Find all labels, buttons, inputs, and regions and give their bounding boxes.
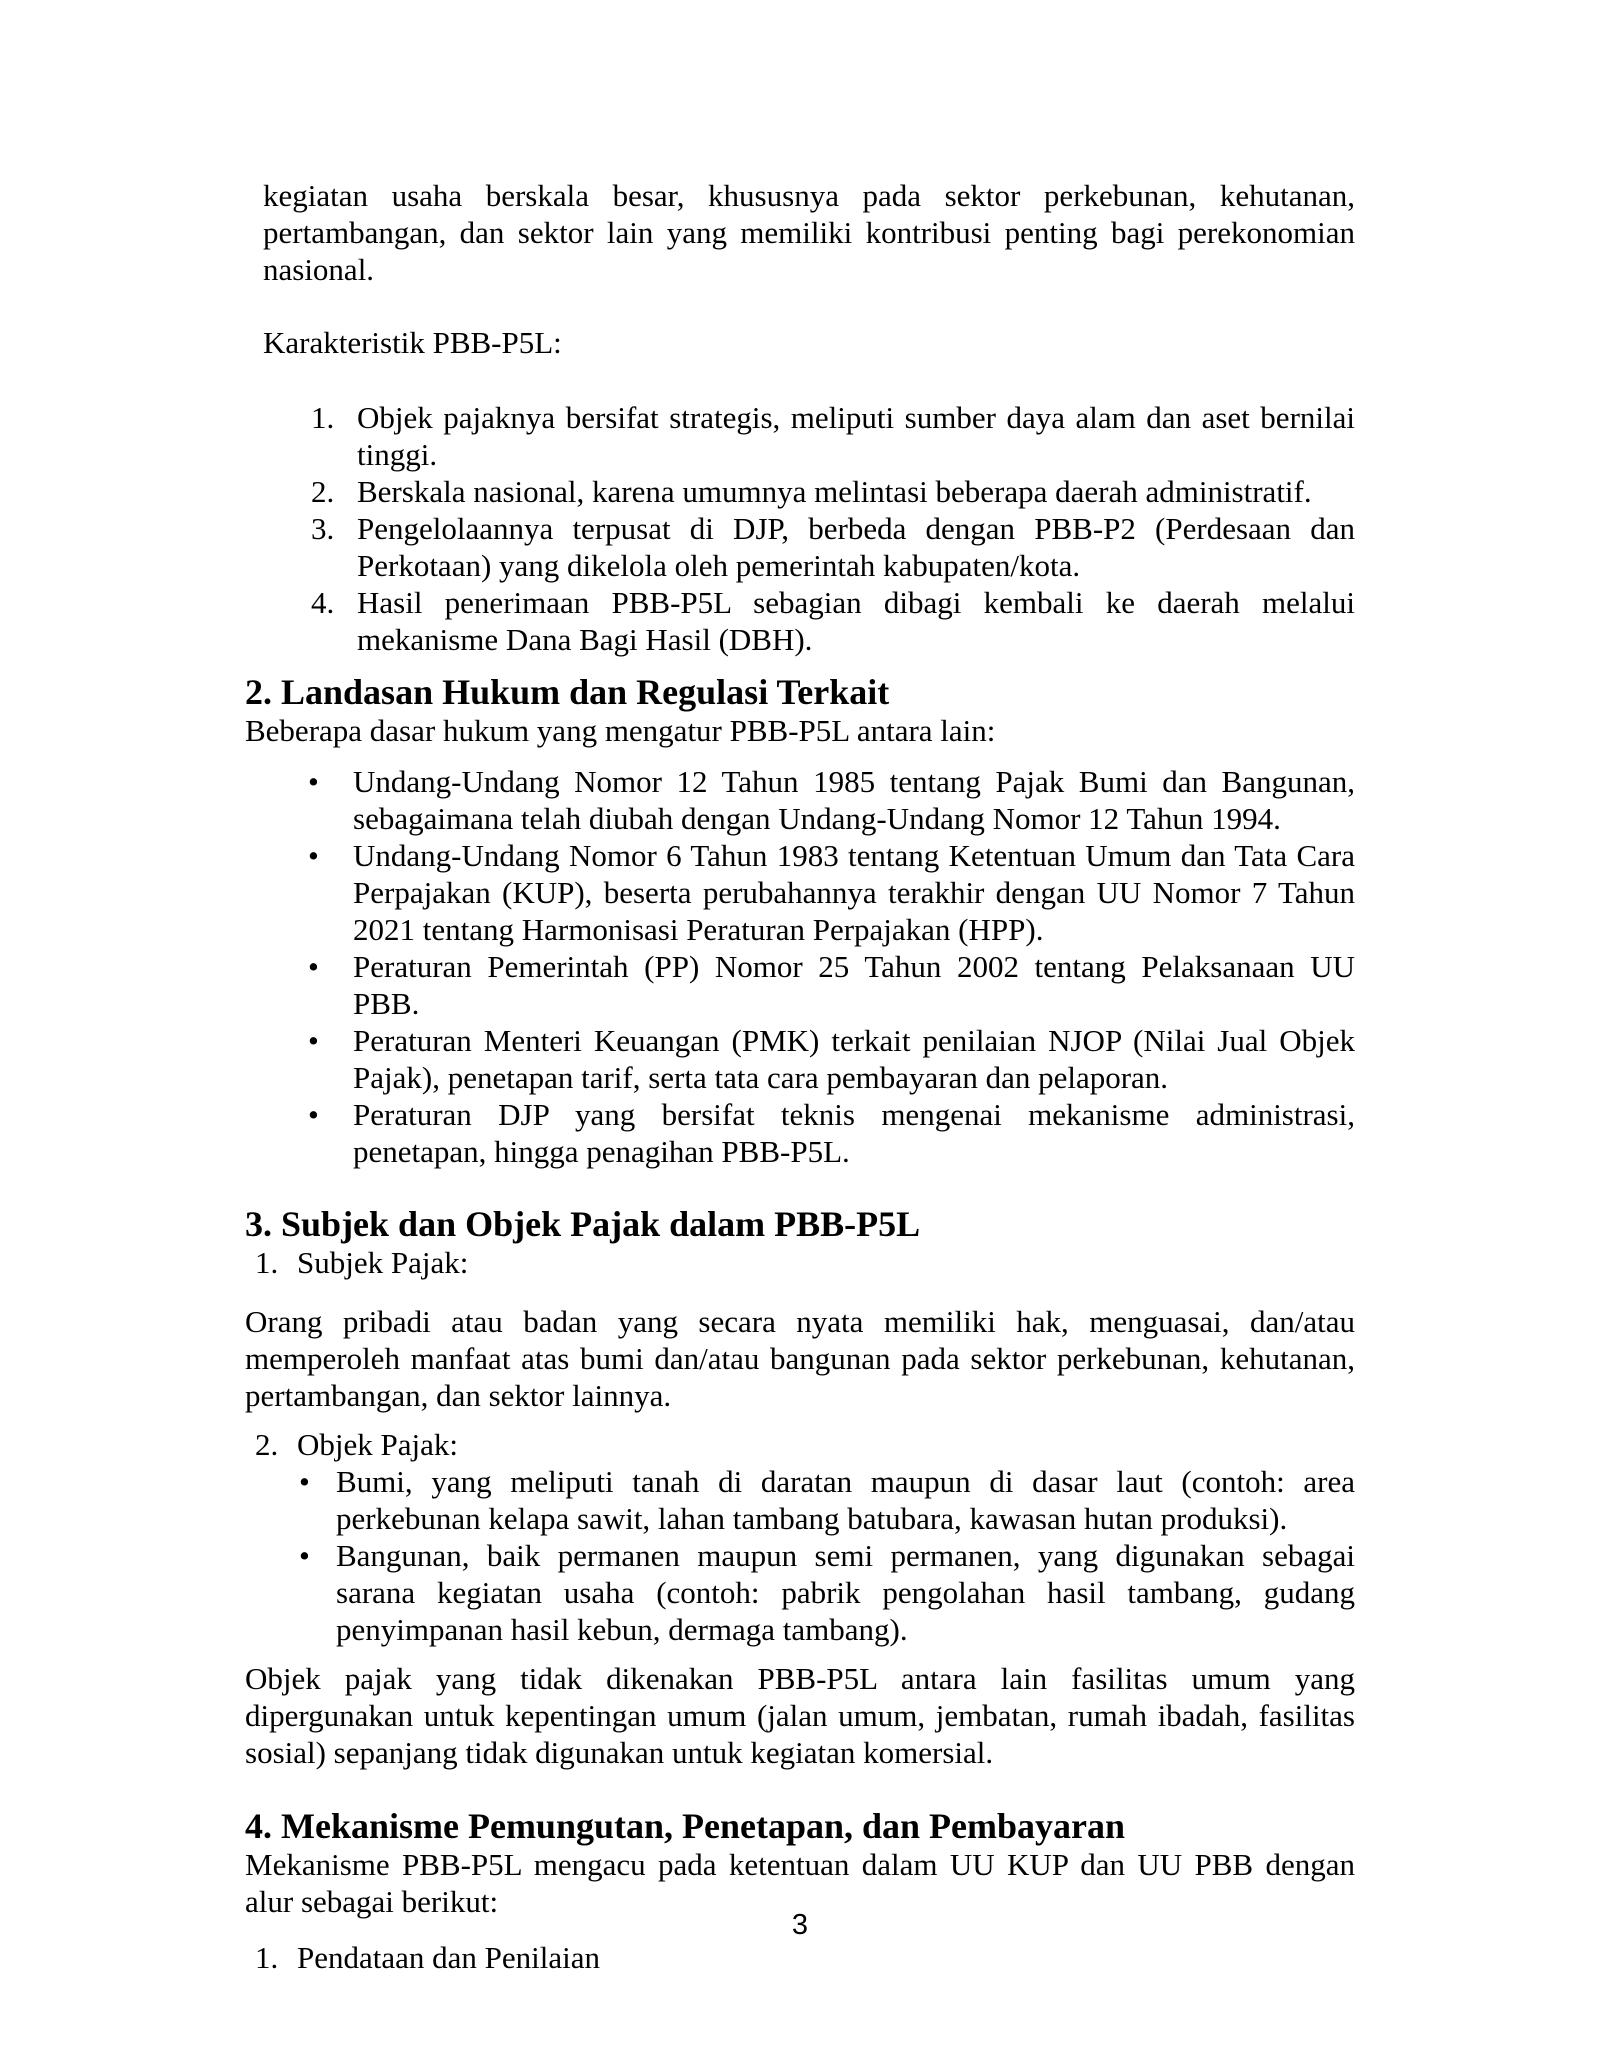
list-item-text: Berskala nasional, karena umumnya melintasi beberapa daerah administratif. [357,474,1312,509]
bullet-item-text: Peraturan Pemerintah (PP) Nomor 25 Tahun 2002 tentang Pelaksanaan UU PBB. [353,949,1355,1021]
bullet-icon: • [308,1097,319,1132]
mechanism-item [245,1939,1355,1976]
list-number: 1. [255,1940,279,1975]
section-heading-mechanism: 4. Mekanisme Pemungutan, Penetapan, dan Pembayaran [245,1806,1126,1846]
bullet-item [245,1096,1355,1170]
bullet-item [245,763,1355,837]
bullet-item [245,1022,1355,1096]
object-bullet-list [245,1463,1355,1648]
list-item [245,399,1355,473]
intro-paragraph: kegiatan usaha berskala besar, khususnya pada sektor perkebunan, kehutanan, pertambangan, dan sektor lain yang memiliki kontribusi penting bagi perekonomian nasional. [263,178,1355,287]
list-item-text: Pengelolaannya terpusat di DJP, berbeda dengan PBB-P2 (Perdesaan dan Perkotaan) yang dikelola oleh pemerintah kabupaten/kota. [357,511,1355,583]
subject-item [245,1244,1355,1281]
bullet-item-text: Peraturan Menteri Keuangan (PMK) terkait penilaian NJOP (Nilai Jual Objek Pajak), penetapan tarif, serta tata cara pembayaran dan pelaporan. [353,1023,1355,1095]
list-number: 1. [311,400,335,435]
list-item [245,584,1355,658]
bullet-icon: • [299,1464,310,1499]
list-item-text: Objek pajaknya bersifat strategis, meliputi sumber daya alam dan aset bernilai tinggi. [357,400,1355,472]
exclusion-paragraph: Objek pajak yang tidak dikenakan PBB-P5L antara lain fasilitas umum yang dipergunakan untuk kepentingan umum (jalan umum, jembatan, rumah ibadah, fasilitas sosial) sepanjang tidak digunakan untuk kegiatan komersial. [245,1661,1355,1770]
section-heading-subject-object: 3. Subjek dan Objek Pajak dalam PBB-P5L [245,1204,921,1244]
document-content [245,177,1355,1976]
bullet-item [245,948,1355,1022]
bullet-item-text: Undang-Undang Nomor 12 Tahun 1985 tentang Pajak Bumi dan Bangunan, sebagaimana telah diubah dengan Undang-Undang Nomor 12 Tahun 1994. [353,764,1355,836]
bullet-item-text: Undang-Undang Nomor 6 Tahun 1983 tentang Ketentuan Umum dan Tata Cara Perpajakan (KUP), beserta perubahannya terakhir dengan UU Nomor 7 Tahun 2021 tentang Harmonisasi Peraturan Perpajakan (HPP). [353,838,1355,947]
list-number: 1. [255,1245,279,1280]
subject-paragraph: Orang pribadi atau badan yang secara nyata memiliki hak, menguasai, dan/atau memperoleh manfaat atas bumi dan/atau bangunan pada sektor perkebunan, kehutanan, pertambangan, dan sektor lainnya. [245,1304,1355,1413]
bullet-item [245,837,1355,948]
bullet-item-text: Peraturan DJP yang bersifat teknis mengenai mekanisme administrasi, penetapan, hingga penagihan PBB-P5L. [353,1097,1355,1169]
legal-bullet-list [245,763,1355,1170]
bullet-item-text: Bangunan, baik permanen maupun semi permanen, yang digunakan sebagai sarana kegiatan usaha (contoh: pabrik pengolahan hasil tambang, gudang penyimpanan hasil kebun, dermaga tambang). [336,1538,1355,1647]
bullet-icon: • [308,764,319,799]
mechanism-intro: Mekanisme PBB-P5L mengacu pada ketentuan dalam UU KUP dan UU PBB dengan alur sebagai berikut: [245,1847,1355,1919]
legal-intro: Beberapa dasar hukum yang mengatur PBB-P5L antara lain: [245,713,996,748]
bullet-icon: • [308,838,319,873]
section-heading-legal: 2. Landasan Hukum dan Regulasi Terkait [245,672,890,712]
list-number: 2. [255,1427,279,1462]
mechanism-item-text: Pendataan dan Penilaian [297,1940,601,1975]
bullet-item [245,1537,1355,1648]
object-item-label: Objek Pajak: [297,1427,458,1462]
object-item [245,1426,1355,1463]
bullet-item-text: Bumi, yang meliputi tanah di daratan maupun di dasar laut (contoh: area perkebunan kelapa sawit, lahan tambang batubara, kawasan hutan produksi). [336,1464,1355,1536]
list-item [245,473,1355,510]
list-number: 4. [311,585,335,620]
bullet-item [245,1463,1355,1537]
bullet-icon: • [308,949,319,984]
characteristics-label: Karakteristik PBB-P5L: [263,325,562,360]
subject-item-label: Subjek Pajak: [297,1245,469,1280]
page-number: 3 [791,1909,809,1941]
list-number: 3. [311,511,335,546]
bullet-icon: • [299,1538,310,1573]
list-number: 2. [311,474,335,509]
bullet-icon: • [308,1023,319,1058]
list-item [245,510,1355,584]
list-item-text: Hasil penerimaan PBB-P5L sebagian dibagi kembali ke daerah melalui mekanisme Dana Bagi Hasil (DBH). [357,585,1355,657]
characteristics-list [245,399,1355,658]
